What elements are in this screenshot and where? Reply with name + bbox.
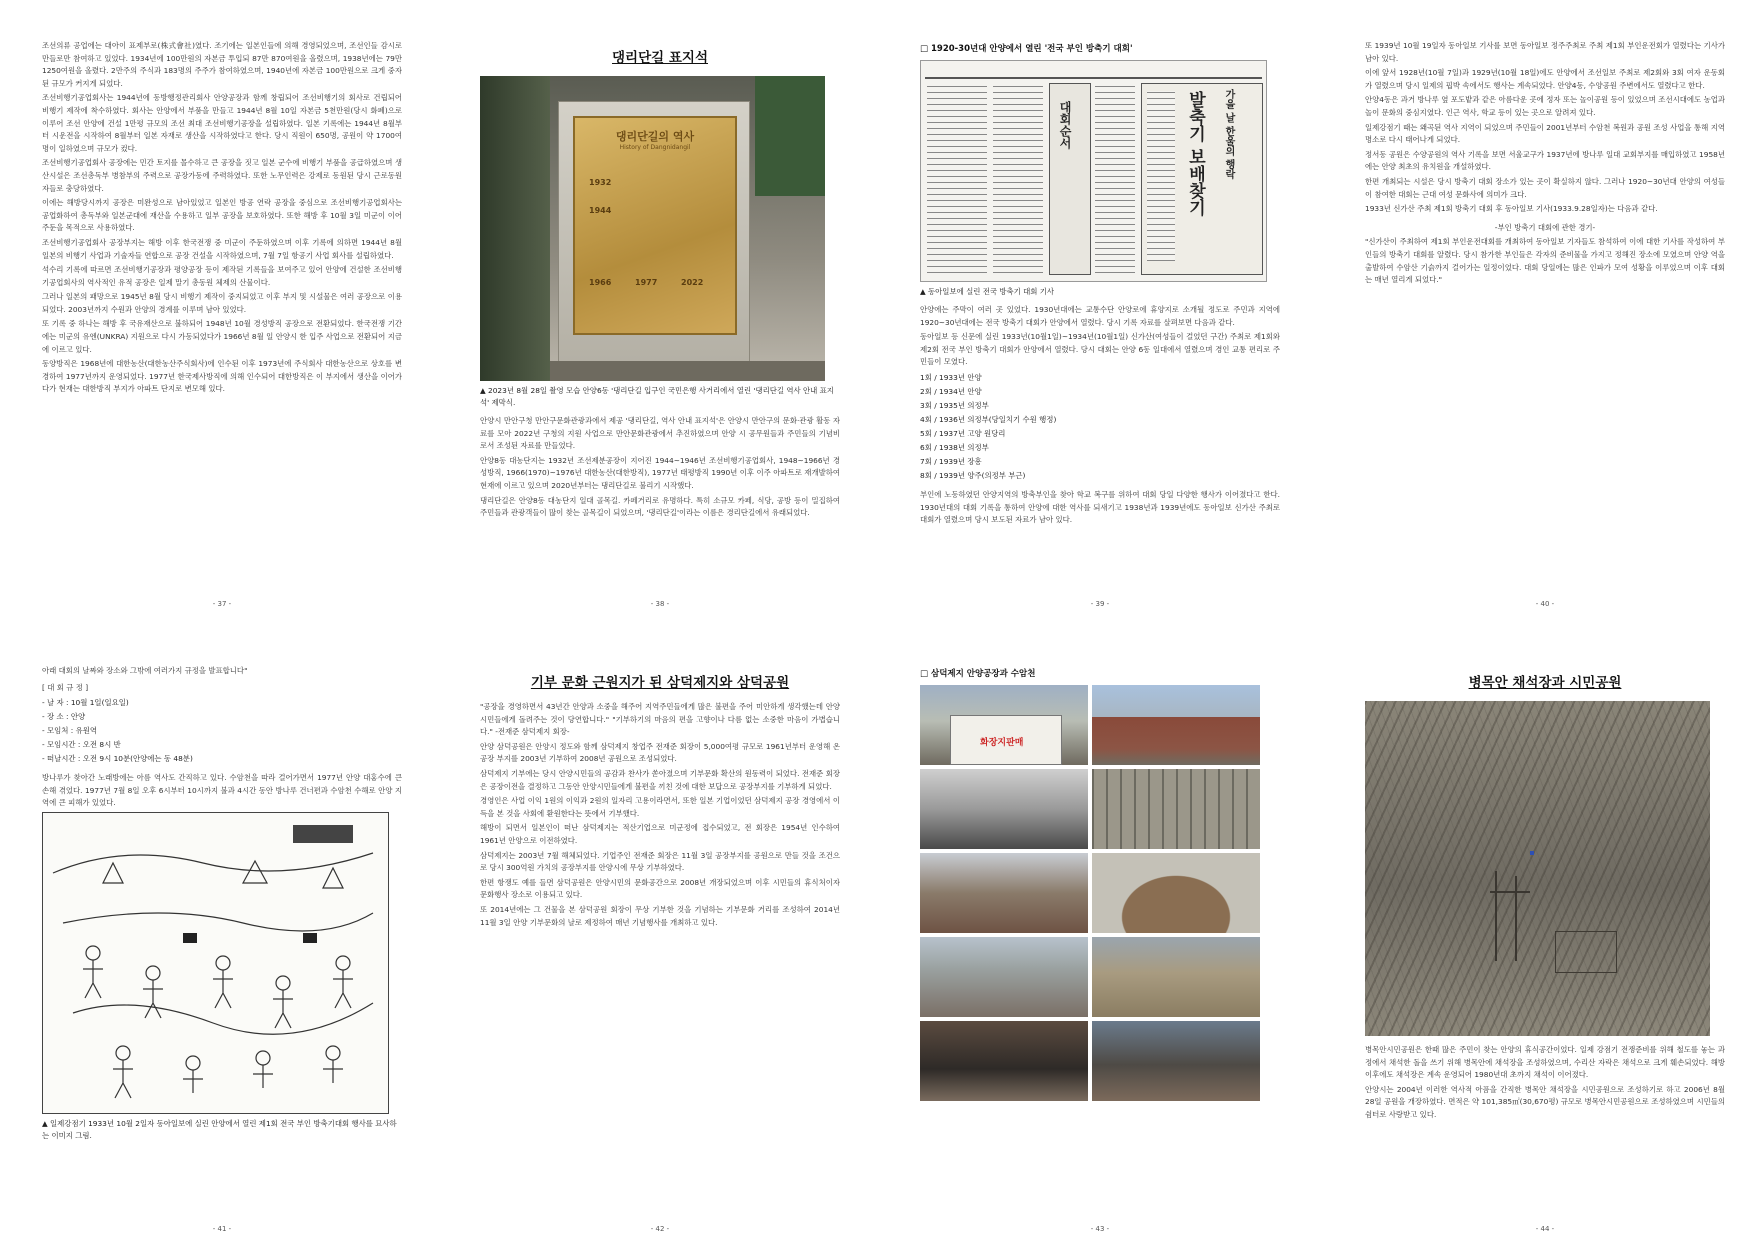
photo-brick-building [1092,685,1260,765]
plaque-photo [480,76,825,381]
paragraph: 일제강점기 때는 왜곡된 역사 지역이 되었으며 주민들이 2001년부터 수암천 복원과 공원 조성 사업을 통해 지역 명소로 다시 태어나게 되었다. [1365,122,1725,145]
photo-aerial-site [1092,937,1260,1017]
photo-caption: ▲ 2023년 8월 28일 촬영 모습 안양6동 '댕리단길 입구인 국민은행 사거리에서 열린 '댕리단길 역사 안내 표지석' 제막식. [480,386,834,407]
paragraph: 한편 항쟁도 예를 들면 삼덕공원은 안양시민의 문화공간으로 2008년 개장되었으며 이후 시민들의 휴식처이자 문화행사 장소로 이용되고 있다. [480,877,840,900]
page-number: - 38 - [650,600,670,608]
paragraph: 안양시 만안구청 만안구문화관광과에서 제공 '댕리단길, 역사 안내 표지석'은 안양시 만안구의 문화·관광 활동 자료를 모아 2022년 구청의 지원 사업으로 만안문화관광에서 추진하였으며 안양 시 공무원들과 주민들의 기념비로서 조성된 자료를 만들었다. [480,416,840,451]
list-item: - 날 자 : 10월 1일(일요일) [42,698,129,708]
paragraph: 경영인은 사업 이익 1원의 이익과 2원의 일자리 고용이라면서, 또한 일본 기업이었던 삼덕제지 공장 경영에서 이득을 본 것을 사회에 환원한다는 뜻에서 기부했다. [480,796,840,818]
list-item: 5회 / 1937년 고양 원당리 [920,428,1006,438]
paragraph: 한편 개최되는 시설은 당시 방축기 대회 장소가 있는 곳이 확실하지 않다. 그러나 1920~30년대 안양의 여성들이 참여한 대회는 근대 여성 문화사에 의미가 크다. [1365,176,1725,199]
rules-title: [ 대 회 규 정 ] [42,682,89,692]
photo-grid [920,685,1265,1175]
photo-factory-bw [920,769,1088,849]
list-item: 7회 / 1939년 장흥 [920,456,982,466]
list-item: - 장 소 : 안양 [42,712,86,722]
paragraph: 삼덕제지 기부에는 당시 안양시민들의 공감과 찬사가 쏟아졌으며 기부문화 확산의 원동력이 되었다. 전재준 회장은 공장이전을 결정하고 그동안 안양시민들에게 불편을 끼친 것에 대한 보답으로 공장부지를 기부하게 되었다. [480,768,840,791]
list-item: 4회 / 1936년 의정부(당일치기 수원 행정) [920,414,1057,424]
paragraph: 또 2014년에는 그 건물을 본 삼덕공원 회장이 무상 기부한 것을 기념하는 기부문화 거리를 조성하여 2014년 11월 3일 안양 기부문화의 날로 제정하여 매년 기념행사를 개최하고 있다. [480,904,840,927]
page-39-paragraph: 부인에 노동하였던 안양지역의 방축부인을 찾아 학교 복구를 위하여 대회 당일 다양한 행사가 이어졌다고 한다. 1930년대의 대회 기록을 통하여 안양에 대한 역사를 되새기고 1938년과 1939년에도 동아일보 신가산 주최로 대회가 열렸으며 당시 보도된 자료가 남아 있다. [920,489,1280,525]
section-heading: □ 1920-30년대 안양에서 열린 '전국 부인 방축기 대회' [920,44,1133,54]
list-item: 3회 / 1935년 의정부 [920,400,989,410]
paragraph: 병목안시민공원은 한때 많은 주민이 찾는 안양의 휴식공간이었다. 일제 강점기 전쟁준비를 위해 철도를 놓는 과정에서 채석한 돌을 쓰기 위해 병목안에 채석장을 조성하였으며, 수리산 자락은 채석으로 크게 훼손되었다. 해방 이후에도 채석장은 계속 운영되어 1980년대 초까지 채석이 이어졌다. [1365,1045,1725,1080]
newspaper-clipping [920,60,1267,282]
page-title: 기부 문화 근원지가 된 삼덕제지와 삼덕공원 [530,675,790,691]
plaque-title: 댕리단길의 역사 [615,130,695,143]
bronze-plaque [573,116,737,335]
plaque-year: 1932 [589,178,612,187]
rules-list [42,696,402,766]
page-38 [480,40,840,608]
paragraph: 정서동 공원은 수양공원의 역사 기록을 보면 서울교구가 1937년에 방나루 일대 교회부지를 매입하였고 1958년에는 안양 최초의 유치원을 개설하였다. [1365,149,1725,172]
page-44-body [1365,1044,1725,1122]
paragraph: 안양8동 대농단지는 1932년 조선제분공장이 지어진 1944~1946년 조선비행기공업회사, 1948~1966년 경성방직, 1966(1970)~1976년 대한농산(대한방직), 1977년 태평방직 1990년 이후 이주 아파트로 재개발하여 현재에 이르고 있으며 2020년부터는 댕리단길로 불리기 시작했다. [480,455,840,490]
page-41-paragraph: 방나루가 찾아간 노래방에는 아름 역사도 간직하고 있다. 수암천을 따라 걸어가면서 1977년 안양 대홍수에 큰 손해 겪었다. 1977년 7월 8일 오후 6시부터 10시까지 불과 4시간 동안 방나루 건너편과 수암천 수해로 안양 지역에 큰 피해가 있었다. [42,773,402,808]
list-item: - 모임처 : 유원역 [42,726,98,736]
paragraph: 해방이 되면서 일본인이 떠난 삼덕제지는 적산기업으로 미군정에 접수되었고, 전 회장은 1954년 인수하여 1961년 안양으로 이전하였다. [480,823,840,845]
paragraph: 또 1939년 10월 19일자 동아일보 기사를 보면 동아일보 정주주최로 주최 제1회 부인운전회가 열렸다는 기사가 남아 있다. [1365,41,1725,63]
quarry-painting [1365,701,1710,1036]
paragraph: 이에 앞서 1928년(10월 7일)과 1929년(10월 18일)에도 안양에서 조선일보 주최로 제2회와 3회 여자 운동회가 열렸으며 당시 일제의 핍박 속에서도 행사는 계속되었다. 안양4동, 수양공원 주변에서도 열렸다고 한다. [1365,68,1725,90]
paragraph: 조선비행기공업회사 공장부지는 해방 이후 한국전쟁 중 미군이 주둔하였으며 이후 기록에 의하면 1944년 8월 일본의 비행기 사업과 기술자들 연합으로 공장 건설을 시작하였으며, 7월 7일 항공기 사업 회사를 설립하였다. [42,237,402,260]
page-42 [480,665,840,1233]
photo-barbed-wire [1092,769,1260,849]
paragraph: 삼덕제지는 2003년 7월 해체되었다. 기업주인 전재준 회장은 11월 3일 공장부지를 공원으로 만들 것을 조건으로 당시 300억원 가치의 공장부지를 안양시에 무상 기부하였다. [480,850,840,873]
plaque-subtitle: History of Dangnidangil [619,144,691,151]
list-item: 6회 / 1938년 의정부 [920,442,989,452]
paragraph: 조선의류 공업에는 대아이 표제부로(株式會社)였다. 조기에는 일본인들에 의해 경영되었으며, 조선인들 감시로 만들로만 참여하고 있었다. 1934년에 100만원의 자본금 투입되 87만 870여원을 올렸으며, 1938년에는 79만 1250여원을 올렸다. 2만주의 주식과 183명의 주주가 참여하였으며, 1940년에 자본금 100만원으로 크게 중자된 규모가 커지게 되었다. [42,41,402,88]
page-number: - 42 - [650,1225,670,1233]
photo-warehouse [1092,853,1260,933]
event-illustration [42,812,389,1114]
illustration-caption: ▲ 일제강점기 1933년 10월 2일자 동아일보에 실린 안양에서 열린 제1회 전국 부인 방축기대회 행사를 묘사하는 이미지 그림. [42,1118,397,1140]
list-item: 2회 / 1934년 안양 [920,386,982,396]
plaque-year: 1944 [589,206,612,215]
headline-3: 대회순서 [1058,101,1072,149]
paragraph: 댕리단길은 안양8동 대농단지 일대 골목길. 카페거리로 유명하다. 특히 소규모 카페, 식당, 공방 등이 밀집하여 주민들과 관광객들이 많이 찾는 골목길이 되었으며, '댕리단길'이라는 이름은 경리단길에서 유래되었다. [480,495,840,518]
photo-ruins [920,853,1088,933]
headline-1: 가을 날 한울의 행락 [1223,89,1234,180]
page-40-body [1365,40,1725,216]
paragraph: 안양 삼덕공원은 안양시 정도와 함께 삼덕제지 창업주 전재준 회장이 5,000여평 규모로 1961년부터 운영해 온 공장 부지를 2003년 기부하여 2008년 공원으로 조성되었다. [480,741,840,764]
paragraph: 동아일보 등 신문에 실린 1933년(10월1일)~1934년(10월1일) 신가산(여성들이 걸었던 구간) 주최로 제1회와 제2회 전국 부인 방축기 대회가 안양에서 열렸다. 당시 대회는 안양 6동 일대에서 열렸으며 경인 교통 편리로 주민들이 모였다. [920,332,1280,367]
page-40 [1365,40,1725,608]
paragraph: 안양에는 주막이 여러 곳 있었다. 1930년대에는 교통수단 안양로에 휴양지로 소개될 정도로 주민과 지역에 1920~30년대에는 전국 방축기 대회가 안양에서 열렸다. 당시 기록 자료를 살펴보면 다음과 같다. [920,305,1280,327]
page-39-body [920,304,1280,369]
page-number: - 37 - [212,600,232,608]
quote-title: -부인 방축기 대회에 관한 경기- [1494,222,1596,232]
paragraph: 조선비행기공업회사는 1944년에 동방행정관리회사 안양공장과 함께 창립되어 조선비행기의 회사로 건립되어 비행기 제작에 착수하였다. 회사는 안양에서 부품을 만들고 1944년 8월 10일 자본금 5천만원(당시 화폐)으로 이루어 조선 안양에 건설 1만평 규모의 조선 최대 조선비행기공장을 설립하였다. 일본 기록에는 1944년 8월부터 시운전을 시작하여 8월부터 일본 자재로 생산을 시작하였다고 한다. 당시 직원이 650명, 공원이 약 1700여 명이 일하였으며 규모가 컸다. [42,93,402,153]
page-37 [42,40,402,608]
monument-stone [558,101,750,378]
paragraph: 석수리 기록에 따르면 조선비행기공장과 평양공장 등이 제작된 기록들을 보여주고 있어 안양에 건설한 조선비행기공업회사의 역사적인 유적 공장은 일제 말기 총동원 체제의 산물이다. [42,265,402,287]
page-number: - 41 - [212,1225,232,1233]
clipping-caption: ▲ 동아일보에 실린 전국 방축기 대회 기사 [920,287,1055,296]
protest-banner: 화장지판매 [980,738,1024,748]
paragraph: 이에는 해방당시까지 공장은 미완성으로 남아있었고 일본인 방공 연락 공장을 중심으로 조선비행기공업회사는 공업화하여 총독부와 일본군대에 재산을 수용하고 일부 공장을 보호하였다. 또한 해방 후 10월 3일 미군이 이어 주둔을 목적으로 사용하였다. [42,198,402,233]
page-42-body [480,701,840,929]
page-number: - 40 - [1535,600,1555,608]
intro-text: 아래 대회의 날짜와 장소와 그밖에 여러가지 규정을 발표합니다" [42,666,248,675]
list-item: - 모임시간 : 오전 8시 반 [42,740,121,750]
photo-ceremony [920,1021,1088,1101]
page-number: - 43 - [1090,1225,1110,1233]
plaque-years [585,178,725,308]
section-heading: □ 삼덕제지 안양공장과 수암천 [920,669,1036,679]
paragraph: 1933년 신가산 주최 제1회 방축기 대회 후 동아일보 기사(1933.9.28일자)는 다음과 같다. [1365,204,1658,214]
headline-2: 발축기 보배찾기 [1185,91,1205,216]
page-38-body [480,415,840,520]
page-title: 병목안 채석장과 시민공원 [1468,675,1622,691]
list-item: 1회 / 1933년 안양 [920,372,982,382]
paragraph: "공장을 경영하면서 43년간 안양과 소중을 해주어 지역주민들에게 많은 불편을 주어 미안하게 생각했는데 안양시민들에게 돌려주는 것이 당연합니다." "기부하기의 마음의 편을 고향이나 다름 없는 소중한 마음이 가볍습니다." -전재준 삼덕제지 회장- [480,702,840,737]
page-41 [42,665,402,1233]
page-number: - 39 - [1090,600,1110,608]
page-number: - 44 - [1535,1225,1555,1233]
page-title: 댕리단길 표지석 [612,50,708,66]
paragraph: 동양방직은 1968년에 대한농산(대한농산주식회사)에 인수된 이후 1973년에 주식회사 대한농산으로 상호를 변경하여 1977년까지 운영되었다. 1977년 한국제사방직에 의해 인수되어 대한방직은 이 부지에서 생산을 이어가다가 현재는 대한방직 부지가 아파트 단지로 변모해 있다. [42,359,402,394]
paragraph: 안양4동은 과거 방나루 옆 포도밭과 같은 아름다운 곳에 정자 또는 놀이공원 등이 있었으며 조선시대에도 농업과 놀이 문화의 중심지였다. 인근 역사, 학교 등이 있는 곳으로 알려져 있다. [1365,95,1725,117]
photo-crowd [1092,1021,1260,1101]
tournament-list [920,371,1280,483]
plaque-year: 2022 [681,278,704,287]
page-44 [1365,665,1725,1233]
paragraph: 조선비행기공업회사 공장에는 민간 토지를 몰수하고 큰 공장을 짓고 일본 군수에 비행기 부품을 공급하였으며 생산시설은 조선총독부 병참부의 주력으로 공장가동에 주력하였다. 또한 노무인력은 강제로 동원된 당시 근로동원자들로 충당하였다. [42,158,402,193]
paragraph: 또 기록 중 하나는 해방 후 국유재산으로 불하되어 1948년 10월 경성방직 공장으로 전환되었다. 한국전쟁 기간에는 미군의 유엔(UNKRA) 지원으로 다시 가동되었다가 1966년 8월 일 안양시 한 입주 사업으로 전환되어 지금에 이르고 있다. [42,319,402,354]
quote-text: "신가산이 주최하여 제1회 부인운전대회를 개최하여 동아일보 기자들도 참석하여 이에 대한 기사를 작성하여 부인들의 방축기 대회를 알렸다. 당시 참가한 부인들은 각자의 준비물을 가지고 정해진 장소에 모였으며 안양 역을 출발하여 수암산 기슭까지 걸어가는 일정이었다. 대회 당일에는 많은 인파가 모여 성황을 이루었으며 이후 대회는 매년 열리게 되었다." [1365,237,1725,285]
page-43 [920,665,1280,1233]
illustration-sketch [43,813,386,1111]
plaque-year: 1977 [635,278,658,287]
list-item: - 떠날시간 : 오전 9시 10분(안양에는 동 48분) [42,754,193,764]
list-item: 8회 / 1939년 양주(의정부 부근) [920,470,1026,480]
page-37-body [42,40,402,396]
paragraph: 안양시는 2004년 이러한 역사적 아픔을 간직한 병목안 채석장을 시민공원으로 조성하기로 하고 2006년 8월 28일 공원을 개장하였다. 면적은 약 101,385㎡(30,670평) 규모로 병목안시민공원으로 조성하였으며 시민들의 쉼터로 사랑받고 있다. [1365,1084,1725,1119]
photo-factory-gate [920,685,1088,765]
photo-aerial-city [920,937,1088,1017]
paragraph: 그러나 일본의 패망으로 1945년 8월 당시 비행기 제작이 중지되었고 이후 부지 및 시설물은 여러 공장으로 이용되었다. 2003년까지 수원과 안양의 경계를 이루며 남아 있었다. [42,292,402,314]
plaque-year: 1966 [589,278,612,287]
page-39 [920,40,1280,608]
